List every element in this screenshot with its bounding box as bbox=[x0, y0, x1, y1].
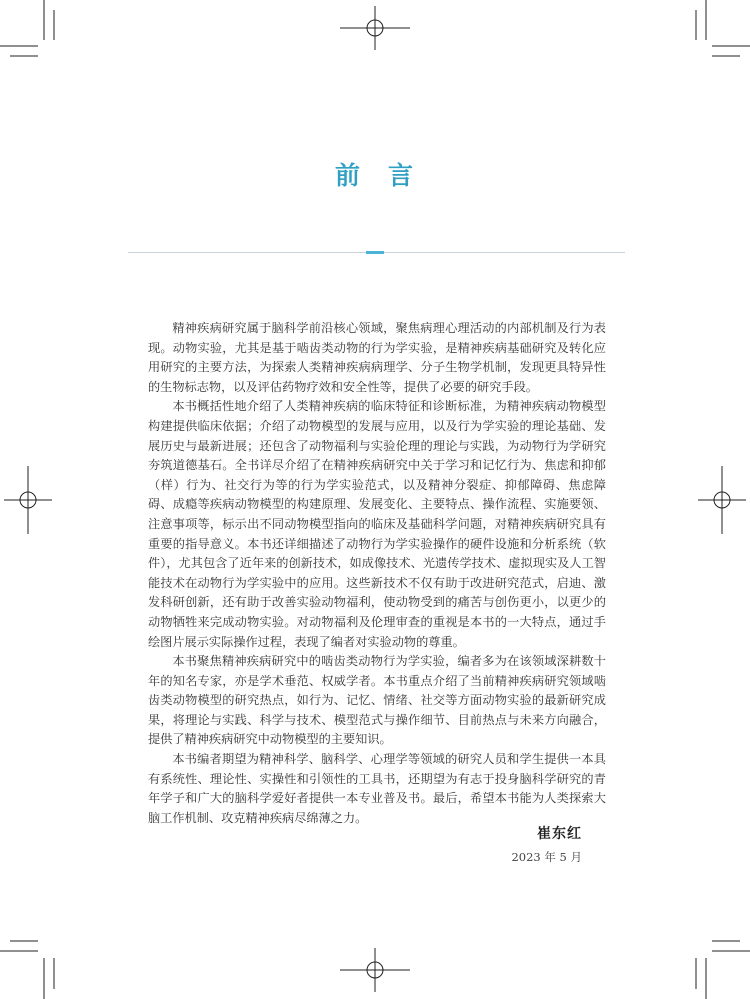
page-title bbox=[0, 156, 750, 192]
author-signature: 崔东红 bbox=[537, 826, 582, 842]
title-char-2: 言 bbox=[388, 161, 416, 190]
paragraph-4: 本书编者期望为精神科学、脑科学、心理学等领域的研究人员和学生提供一本具有系统性、理论性、实操性和引领性的工具书，还期望为有志于投身脑科学研究的青年学子和广大的脑科学爱好者提供一本专业普及书。最后，希望本书能为人类探索大脑工作机制、攻克精神疾病尽绵薄之力。 bbox=[148, 752, 606, 825]
preface-body bbox=[148, 319, 606, 828]
paragraph-3: 本书聚焦精神疾病研究中的啮齿类动物行为学实验，编者多为在该领域深耕数十年的知名专家，亦是学术垂范、权威学者。本书重点介绍了当前精神疾病研究领域啮齿类动物模型的研究热点，如行为、记忆、情绪、社交等方面动物实验的最新研究成果，将理论与实践、科学与技术、模型范式与操作细节、目前热点与未来方向融合，提供了精神疾病研究中动物模型的主要知识。 bbox=[148, 654, 606, 747]
paragraph-1: 精神疾病研究属于脑科学前沿核心领域，聚焦病理心理活动的内部机制及行为表现。动物实验，尤其是基于啮齿类动物的行为学实验，是精神疾病基础研究及转化应用研究的主要方法，为探索人类精神疾病病理学、分子生物学机制，发现更具特异性的生物标志物，以及评估药物疗效和安全性等，提供了必要的研究手段。 bbox=[148, 321, 606, 394]
title-divider-accent bbox=[366, 251, 384, 254]
title-char-1: 前 bbox=[334, 161, 362, 190]
paragraph-2: 本书概括性地介绍了人类精神疾病的临床特征和诊断标准，为精神疾病动物模型构建提供临床依据；介绍了动物模型的发展与应用，以及行为学实验的理论基础、发展历史与最新进展；还包含了动物福利与实验伦理的理论与实践，为动物行为学研究夯筑道德基石。全书详尽介绍了在精神疾病研究中关于学习和记忆行为、焦虑和抑郁（样）行为、社交行为等的行为学实验范式，以及精神分裂症、抑郁障碍、焦虑障碍、成瘾等疾病动物模型的构建原理、发展变化、主要特点、操作流程、实施要领、注意事项等，标示出不同动物模型指向的临床及基础科学问题，对精神疾病研究具有重要的指导意义。本书还详细描述了动物行为学实验操作的硬件设施和分析系统（软件），尤其包含了近年来的创新技术，如成像技术、光遗传学技术、虚拟现实及人工智能技术在动物行为学实验中的应用。这些新技术不仅有助于改进研究范式，启迪、激发科研创新，还有助于改善实验动物福利，使动物受到的痛苦与创伤更小，以更少的动物牺牲来完成动物实验。对动物福利及伦理审查的重视是本书的一大特点，通过手绘图片展示实际操作过程，表现了编者对实验动物的尊重。 bbox=[148, 399, 606, 649]
signature-date: 2023 年 5 月 bbox=[511, 850, 582, 864]
